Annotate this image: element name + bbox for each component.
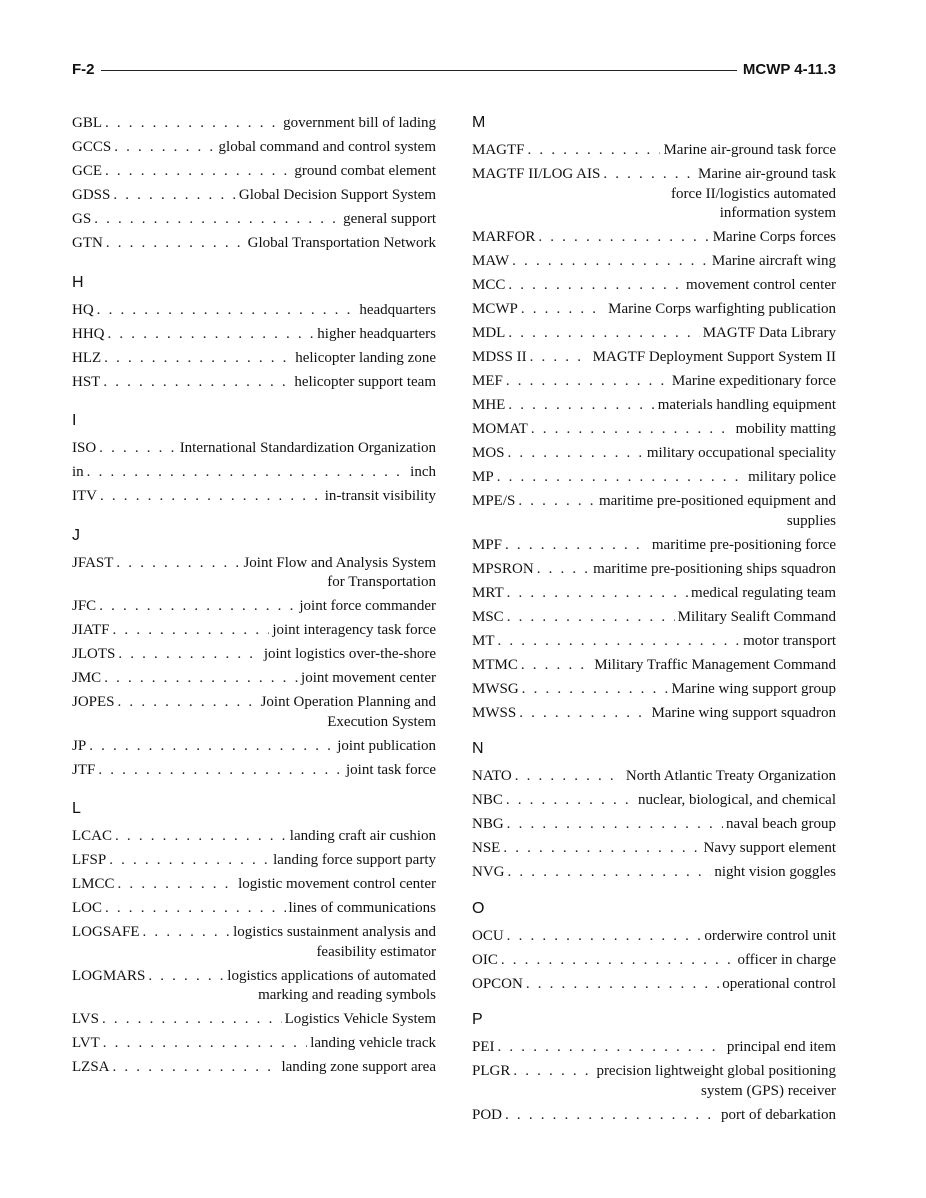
definition: joint publication <box>337 737 436 754</box>
acronym: GBL <box>72 115 102 131</box>
definition-continuation: force II/logistics automated <box>671 185 836 202</box>
definition: joint force commander <box>299 598 436 614</box>
glossary-entry <box>472 767 836 787</box>
acronym: POD <box>472 1106 503 1123</box>
dot-leader <box>104 669 298 689</box>
dot-leader <box>508 396 654 416</box>
dot-leader <box>519 704 648 724</box>
glossary-section <box>472 1011 836 1125</box>
definition: mobility matting <box>735 421 836 437</box>
glossary-entry <box>472 300 836 320</box>
dot-leader <box>497 468 745 488</box>
acronym: MDL <box>472 325 506 341</box>
dot-leader <box>148 967 224 987</box>
definition: lines of communications <box>288 900 436 916</box>
dot-leader <box>116 554 240 574</box>
definition: Global Decision Support System <box>238 187 436 203</box>
acronym: LVT <box>72 1035 100 1051</box>
glossary-entry <box>72 234 436 254</box>
definition-continuation: supplies <box>786 512 836 529</box>
definition: Joint Flow and Analysis System <box>243 554 436 571</box>
definition: officer in charge <box>737 951 836 968</box>
glossary-entry <box>72 761 436 781</box>
acronym: MSC <box>472 608 504 625</box>
dot-leader <box>526 975 719 995</box>
glossary-entry <box>72 186 436 206</box>
glossary-entry <box>72 1034 436 1054</box>
acronym: GCCS <box>72 139 112 155</box>
definition: Marine wing support group <box>671 680 836 697</box>
dot-leader <box>104 349 292 369</box>
acronym: JFC <box>72 598 97 614</box>
dot-leader <box>105 162 291 182</box>
dot-leader <box>118 645 260 665</box>
section-letter: P <box>472 1011 483 1028</box>
definition: inch <box>410 464 436 480</box>
acronym: MPF <box>472 536 503 553</box>
section-letter: O <box>472 899 485 917</box>
definition: helicopter landing zone <box>295 349 436 366</box>
glossary-entry <box>72 899 436 919</box>
dot-leader <box>528 141 661 161</box>
definition: logistics sustainment analysis and <box>233 924 436 940</box>
dot-leader <box>531 420 733 440</box>
dot-leader <box>506 372 669 392</box>
dot-leader <box>512 252 709 272</box>
dot-leader <box>103 373 291 393</box>
section-letter: H <box>72 273 84 291</box>
definition: global command and control system <box>218 139 436 155</box>
acronym: in <box>72 464 84 480</box>
publication-id: MCWP 4-11.3 <box>737 62 836 78</box>
glossary-entry <box>472 680 836 700</box>
acronym: LOGSAFE <box>72 924 140 940</box>
section-letter: M <box>472 114 486 131</box>
glossary-entry <box>472 927 836 947</box>
definition: night vision goggles <box>714 864 836 880</box>
glossary-column-right <box>472 114 836 1130</box>
acronym: LZSA <box>72 1059 110 1075</box>
glossary-entry <box>72 851 436 871</box>
definition: landing zone support area <box>281 1059 436 1075</box>
dot-leader <box>113 186 236 206</box>
acronym: MCWP <box>472 301 518 317</box>
dot-leader <box>530 348 590 368</box>
glossary-entry <box>472 560 836 580</box>
acronym: OPCON <box>472 975 523 992</box>
definition: landing force support party <box>273 852 436 868</box>
definition-continuation: Execution System <box>327 713 436 730</box>
glossary-entry <box>72 621 436 641</box>
acronym: LVS <box>72 1011 99 1027</box>
definition: Logistics Vehicle System <box>284 1011 436 1027</box>
dot-leader <box>113 621 270 641</box>
acronym: OCU <box>472 927 504 944</box>
definition-continuation: marking and reading symbols <box>258 987 436 1003</box>
glossary-section <box>72 527 436 781</box>
glossary-entry <box>72 1010 436 1030</box>
acronym: JP <box>72 737 87 754</box>
acronym: MAW <box>472 253 510 269</box>
definition: joint logistics over-the-shore <box>263 646 436 662</box>
acronym: HLZ <box>72 349 102 366</box>
acronym: LOGMARS <box>72 967 146 984</box>
glossary-entry <box>72 138 436 158</box>
dot-leader <box>505 1106 718 1126</box>
glossary-entry <box>472 252 836 272</box>
acronym: JLOTS <box>72 646 116 662</box>
glossary-entry <box>472 1106 836 1126</box>
definition: medical regulating team <box>691 584 836 601</box>
dot-leader <box>118 875 236 895</box>
definition: naval beach group <box>726 816 836 832</box>
acronym: MP <box>472 469 494 485</box>
acronym: MWSS <box>472 704 517 721</box>
glossary-section <box>72 114 436 254</box>
definition-continuation: system (GPS) receiver <box>701 1082 836 1099</box>
glossary-entry <box>472 348 836 368</box>
definition: maritime pre-positioned equipment and <box>598 493 836 509</box>
dot-leader <box>506 791 635 811</box>
definition: port of debarkation <box>721 1106 836 1123</box>
definition: precision lightweight global positioning <box>596 1063 836 1079</box>
definition: military police <box>748 469 836 485</box>
glossary-entry <box>472 420 836 440</box>
definition: operational control <box>722 975 836 992</box>
dot-leader <box>498 1038 724 1058</box>
acronym: LMCC <box>72 876 115 892</box>
glossary-entry <box>472 396 836 416</box>
glossary-entry <box>72 554 436 593</box>
glossary-entry <box>472 1038 836 1058</box>
definition: Marine Corps warfighting publication <box>608 301 836 317</box>
acronym: MDSS II <box>472 349 527 365</box>
acronym: NSE <box>472 840 501 856</box>
dot-leader <box>94 210 340 230</box>
definition: International Standardization Organization <box>179 440 436 456</box>
dot-leader <box>115 827 287 847</box>
glossary-section <box>472 114 836 723</box>
glossary-entry <box>72 487 436 507</box>
dot-leader <box>538 228 709 248</box>
glossary-entry <box>72 645 436 665</box>
definition: joint movement center <box>301 670 436 686</box>
glossary-entry <box>72 439 436 459</box>
acronym: MPSRON <box>472 560 534 577</box>
glossary-entry <box>72 325 436 345</box>
glossary-entry <box>72 923 436 962</box>
definition: landing craft air cushion <box>289 828 436 844</box>
glossary-entry <box>72 737 436 757</box>
dot-leader <box>522 680 669 700</box>
definition: military occupational speciality <box>646 445 836 461</box>
dot-leader <box>106 234 245 254</box>
acronym: MRT <box>472 584 504 601</box>
glossary-entry <box>72 875 436 895</box>
dot-leader <box>99 439 177 459</box>
page-number: F-2 <box>72 62 101 78</box>
acronym: MPE/S <box>472 493 516 509</box>
definition: logistic movement control center <box>238 876 436 892</box>
definition: logistics applications of automated <box>227 967 436 984</box>
definition: Marine wing support squadron <box>651 704 836 721</box>
acronym: MOS <box>472 445 505 461</box>
definition: Marine Corps forces <box>712 229 836 245</box>
glossary-entry <box>472 815 836 835</box>
glossary-entry <box>472 141 836 161</box>
dot-leader <box>508 324 699 344</box>
glossary-entry <box>472 863 836 883</box>
glossary-entry <box>472 165 836 224</box>
glossary-entry <box>472 584 836 604</box>
dot-leader <box>100 487 322 507</box>
glossary-entry <box>472 975 836 995</box>
section-letter: J <box>72 526 80 544</box>
definition: joint interagency task force <box>272 622 436 638</box>
definition: Joint Operation Planning and <box>260 694 436 710</box>
glossary-entry <box>472 468 836 488</box>
dot-leader <box>505 536 649 556</box>
acronym: OIC <box>472 951 498 968</box>
dot-leader <box>118 693 258 713</box>
definition: ground combat element <box>294 163 436 179</box>
definition: Military Sealift Command <box>677 608 836 625</box>
glossary-entry <box>472 791 836 811</box>
dot-leader <box>89 737 334 757</box>
acronym: ITV <box>72 488 97 504</box>
definition: landing vehicle track <box>310 1035 436 1051</box>
dot-leader <box>105 899 286 919</box>
dot-leader <box>537 560 590 580</box>
glossary-entry <box>72 597 436 617</box>
acronym: MOMAT <box>472 421 528 437</box>
acronym: HHQ <box>72 325 105 342</box>
glossary-section <box>472 740 836 883</box>
acronym: MHE <box>472 397 506 413</box>
glossary-entry <box>72 349 436 369</box>
acronym: JTF <box>72 761 96 778</box>
dot-leader <box>501 951 735 971</box>
header-rule <box>72 70 836 71</box>
glossary-entry <box>72 162 436 182</box>
acronym: JOPES <box>72 694 115 710</box>
dot-leader <box>108 325 315 345</box>
acronym: LFSP <box>72 852 107 868</box>
acronym: NVG <box>472 864 505 880</box>
glossary-section <box>472 900 836 995</box>
glossary-entry <box>72 1058 436 1078</box>
dot-leader <box>507 608 675 628</box>
acronym: MAGTF II/LOG AIS <box>472 166 601 182</box>
dot-leader <box>143 923 231 943</box>
dot-leader <box>109 851 270 871</box>
definition: materials handling equipment <box>657 397 836 413</box>
acronym: JFAST <box>72 554 114 571</box>
dot-leader <box>105 114 280 134</box>
dot-leader <box>603 165 695 185</box>
acronym: NBC <box>472 792 503 808</box>
dot-leader <box>507 815 723 835</box>
dot-leader <box>498 632 741 652</box>
dot-leader <box>102 1010 282 1030</box>
definition: Navy support element <box>703 840 836 856</box>
glossary-section <box>72 800 436 1078</box>
definition: principal end item <box>726 1039 836 1055</box>
dot-leader <box>113 1058 279 1078</box>
acronym: ISO <box>72 440 97 456</box>
glossary-section <box>72 412 436 507</box>
glossary-entry <box>472 276 836 296</box>
glossary-entry <box>72 301 436 321</box>
definition: Marine aircraft wing <box>711 253 836 269</box>
definition: higher headquarters <box>317 325 436 342</box>
definition: general support <box>343 211 436 227</box>
acronym: MT <box>472 632 495 649</box>
glossary-entry <box>72 373 436 393</box>
section-letter: N <box>472 740 484 757</box>
glossary-entry <box>72 669 436 689</box>
section-letter: I <box>72 412 77 429</box>
definition: government bill of lading <box>283 115 436 131</box>
dot-leader <box>508 444 644 464</box>
acronym: JMC <box>72 670 102 686</box>
acronym: NBG <box>472 816 504 832</box>
acronym: MAGTF <box>472 142 525 158</box>
acronym: LOC <box>72 900 102 916</box>
acronym: MEF <box>472 373 503 389</box>
glossary-entry <box>72 827 436 847</box>
acronym: PLGR <box>472 1063 511 1079</box>
glossary-entry <box>472 632 836 652</box>
definition: orderwire control unit <box>704 927 836 944</box>
dot-leader <box>507 584 688 604</box>
definition: MAGTF Deployment Support System II <box>592 349 836 365</box>
definition: in-transit visibility <box>324 488 436 504</box>
definition: MAGTF Data Library <box>702 325 836 341</box>
definition: Global Transportation Network <box>247 235 436 251</box>
acronym: HST <box>72 373 101 390</box>
glossary-entry <box>472 372 836 392</box>
dot-leader <box>513 1062 593 1082</box>
glossary-entry <box>472 1062 836 1101</box>
definition-continuation: for Transportation <box>327 574 436 590</box>
acronym: MTMC <box>472 656 518 673</box>
glossary-entry <box>472 536 836 556</box>
dot-leader <box>518 492 596 512</box>
dot-leader <box>508 863 712 883</box>
acronym: HQ <box>72 301 94 318</box>
dot-leader <box>114 138 215 158</box>
glossary-entry <box>472 228 836 248</box>
dot-leader <box>503 839 700 859</box>
acronym: JIATF <box>72 622 110 638</box>
definition: North Atlantic Treaty Organization <box>625 768 836 784</box>
glossary-entry <box>72 463 436 483</box>
acronym: GTN <box>72 235 103 251</box>
dot-leader <box>98 761 343 781</box>
dot-leader <box>515 767 623 787</box>
glossary-entry <box>472 704 836 724</box>
definition: maritime pre-positioning force <box>651 536 836 553</box>
dot-leader <box>103 1034 307 1054</box>
definition: Military Traffic Management Command <box>594 656 836 673</box>
acronym: NATO <box>472 768 512 784</box>
acronym: MARFOR <box>472 229 536 245</box>
acronym: GCE <box>72 163 102 179</box>
dot-leader <box>521 300 605 320</box>
running-header <box>72 62 836 80</box>
glossary-entry <box>472 656 836 676</box>
glossary-column-left <box>72 114 436 1082</box>
dot-leader <box>87 463 408 483</box>
definition: movement control center <box>686 277 836 293</box>
glossary-entry <box>472 492 836 531</box>
glossary-section <box>72 274 436 393</box>
glossary-entry <box>472 444 836 464</box>
definition: Marine expeditionary force <box>671 373 836 389</box>
acronym: MWSG <box>472 680 519 697</box>
acronym: PEI <box>472 1039 495 1055</box>
definition: Marine air-ground task force <box>663 142 836 158</box>
glossary-entry <box>472 951 836 971</box>
acronym: GS <box>72 211 92 227</box>
glossary-entry <box>472 608 836 628</box>
acronym: LCAC <box>72 828 113 844</box>
definition: motor transport <box>743 632 836 649</box>
dot-leader <box>508 276 683 296</box>
acronym: MCC <box>472 277 506 293</box>
definition: maritime pre-positioning ships squadron <box>593 560 836 577</box>
definition-continuation: feasibility estimator <box>316 943 436 960</box>
dot-leader <box>99 597 296 617</box>
definition: Marine air-ground task <box>698 166 836 182</box>
definition: headquarters <box>359 301 436 318</box>
dot-leader <box>507 927 702 947</box>
section-letter: L <box>72 800 81 817</box>
definition-continuation: information system <box>719 205 836 221</box>
glossary-entry <box>72 114 436 134</box>
glossary-entry <box>472 324 836 344</box>
glossary-entry <box>472 839 836 859</box>
glossary-entry <box>72 210 436 230</box>
dot-leader <box>521 656 591 676</box>
glossary-entry <box>72 967 436 1006</box>
acronym: GDSS <box>72 187 111 203</box>
definition: helicopter support team <box>294 373 436 390</box>
dot-leader <box>97 301 357 321</box>
definition: joint task force <box>346 761 436 778</box>
definition: nuclear, biological, and chemical <box>637 792 836 808</box>
glossary-entry <box>72 693 436 732</box>
